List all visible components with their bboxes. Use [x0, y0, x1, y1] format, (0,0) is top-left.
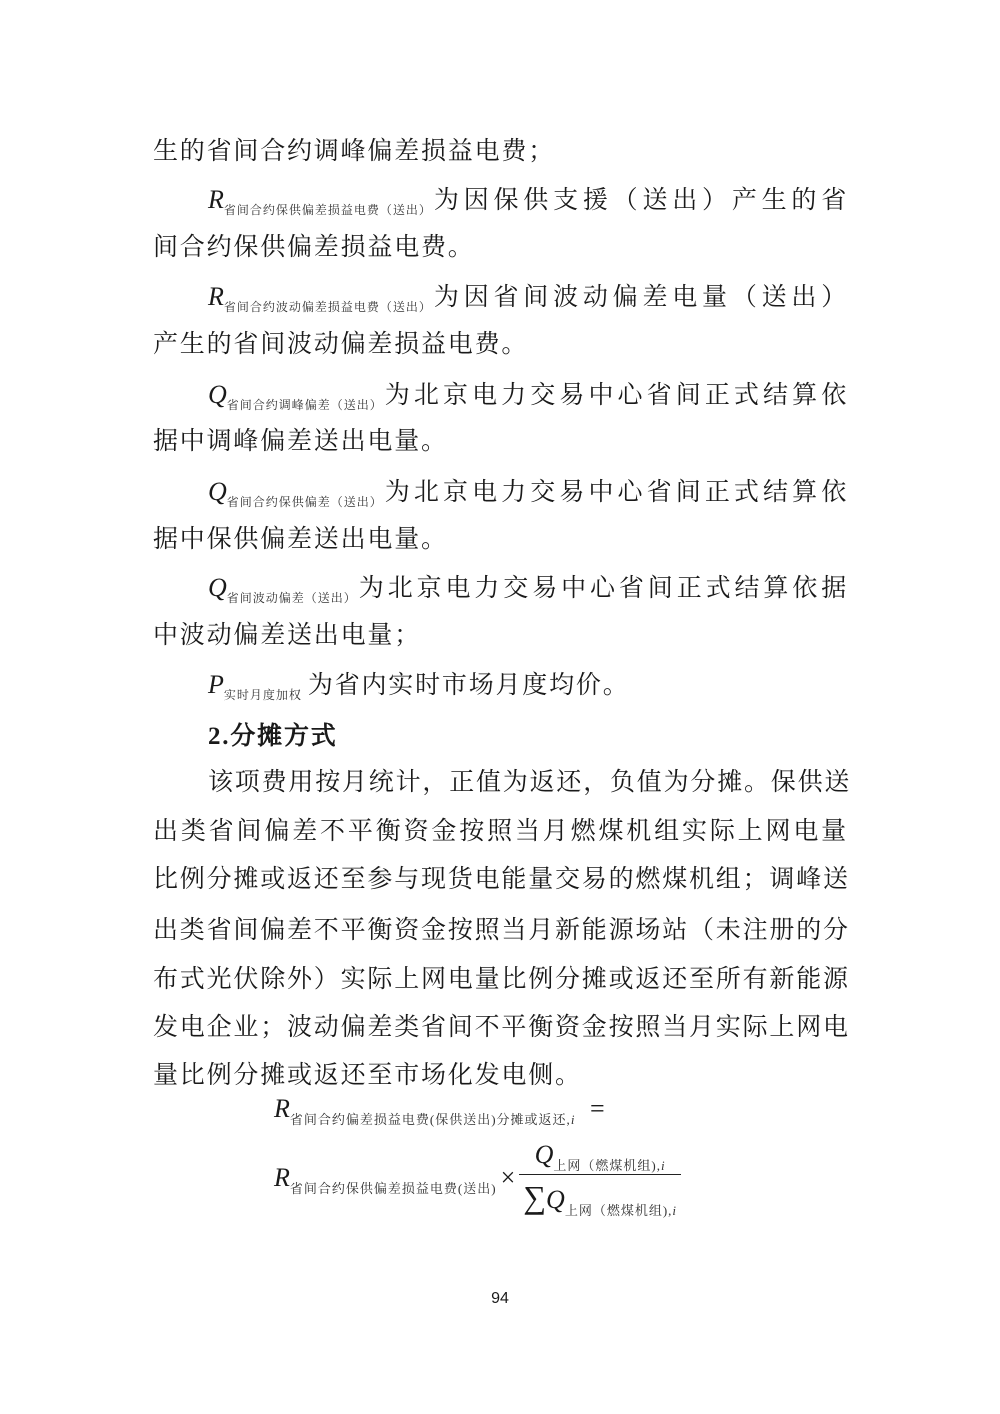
index: i: [570, 1112, 576, 1127]
subscript: 省间合约波动偏差损益电费（送出）: [223, 300, 432, 314]
text: 为北京电力交易中心省间正式结算依据: [358, 575, 848, 602]
definition-line: [208, 477, 848, 511]
symbol: R: [274, 1094, 290, 1123]
symbol: Q: [546, 1185, 565, 1214]
symbol: Q: [208, 477, 227, 506]
text-line: 间合约保供偏差损益电费。: [153, 234, 475, 261]
paragraph-line: 量比例分摊或返还至市场化发电侧。: [153, 1062, 582, 1089]
subscript: 省间合约调峰偏差（送出）: [226, 398, 383, 412]
symbol: R: [208, 185, 224, 214]
text: 为因保供支援（送出）产生的省: [433, 187, 848, 214]
paragraph-line: 出类省间偏差不平衡资金按照当月燃煤机组实际上网电量: [153, 818, 848, 845]
text-line: 中波动偏差送出电量；: [153, 622, 422, 649]
section-heading: 2.分摊方式: [208, 723, 338, 750]
definition-line: [208, 573, 848, 607]
index: i: [661, 1158, 666, 1173]
paragraph-line: 出类省间偏差不平衡资金按照当月新能源场站（未注册的分: [153, 917, 850, 944]
text: 为北京电力交易中心省间正式结算依: [384, 479, 848, 506]
symbol: R: [208, 282, 224, 311]
paragraph-line: 比例分摊或返还至参与现货电能量交易的燃煤机组；调峰送: [153, 866, 850, 893]
text-line: 生的省间合约调峰偏差损益电费；: [153, 138, 556, 165]
times: ×: [500, 1163, 516, 1192]
subscript: 实时月度加权: [223, 688, 302, 702]
subscript: 省间合约保供偏差损益电费（送出）: [223, 203, 432, 217]
subscript: 省间合约保供偏差损益电费(送出): [289, 1181, 497, 1196]
definition-line: [208, 380, 848, 414]
definition-line: [208, 282, 848, 316]
fraction: [519, 1140, 681, 1216]
denominator: [519, 1174, 681, 1216]
symbol: Q: [208, 380, 227, 409]
symbol: Q: [208, 573, 227, 602]
definition-line: [208, 670, 848, 704]
symbol: R: [274, 1163, 290, 1192]
sigma-symbol: ∑: [523, 1179, 547, 1215]
numerator: [531, 1140, 670, 1174]
subscript: 上网（燃煤机组),: [553, 1158, 662, 1173]
text-line: 产生的省间波动偏差损益电费。: [153, 331, 529, 358]
paragraph-line: 发电企业；波动偏差类省间不平衡资金按照当月实际上网电: [153, 1014, 850, 1041]
subscript: 上网（燃煤机组),: [564, 1203, 673, 1218]
text: 为省内实时市场月度均价。: [307, 672, 630, 699]
text-line: 据中保供偏差送出电量。: [153, 526, 448, 553]
index: i: [672, 1203, 678, 1218]
subscript: 省间波动偏差（送出）: [226, 591, 357, 605]
text: 为北京电力交易中心省间正式结算依: [384, 382, 848, 409]
symbol: P: [208, 670, 224, 699]
text: 为因省间波动偏差电量（送出）: [433, 284, 848, 311]
formula-rhs: [274, 1140, 681, 1216]
subscript: 省间合约偏差损益电费(保供送出)分摊或返还,: [289, 1112, 571, 1127]
page-number: 94: [491, 1290, 509, 1307]
paragraph-line: 布式光伏除外）实际上网电量比例分摊或返还至所有新能源: [153, 966, 850, 993]
text-line: 据中调峰偏差送出电量。: [153, 428, 448, 455]
formula-lhs: [274, 1094, 605, 1127]
subscript: 省间合约保供偏差（送出）: [226, 495, 383, 509]
symbol: Q: [534, 1140, 554, 1169]
definition-line: [208, 185, 848, 219]
paragraph-line: 该项费用按月统计，正值为返还，负值为分摊。保供送: [208, 769, 852, 796]
equals: =: [589, 1094, 605, 1123]
